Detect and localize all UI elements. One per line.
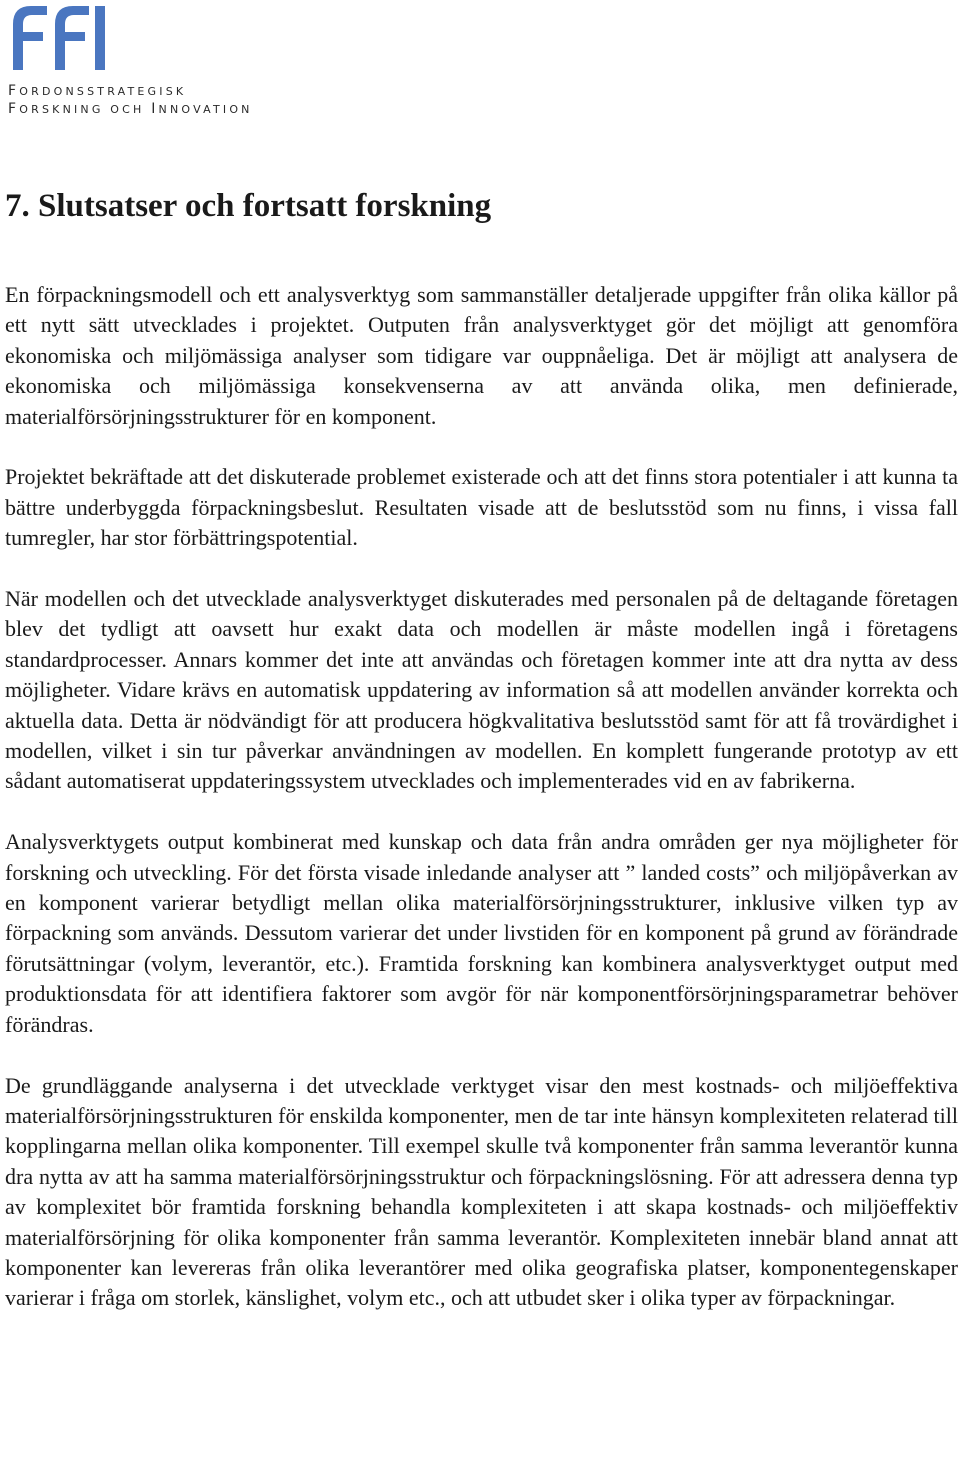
ffi-logo-mark	[7, 4, 107, 70]
paragraph: Projektet bekräftade att det diskuterade problemet existerade och att det finns stora potentialer i att kunna ta bättre underbyggda förpackningsbeslut. Resultaten visade att de beslutsstöd som nu finns, i vissa fall tumregler, har stor förbättringspotential.	[5, 464, 958, 551]
logo-tagline-line-1: FORDONSSTRATEGISK	[8, 83, 187, 99]
logo-tagline-line-2: FORSKNING OCH INNOVATION	[8, 101, 253, 117]
paragraph: De grundläggande analyserna i det utvecklade verktyget visar den mest kostnads- och miljöeffektiva materialförsörjningsstrukturen för enskilda komponenter, men de tar inte hänsyn komplexiteten relaterad till kopplingarna mellan olika komponenter. Till exempel skulle två komponenter från samma leverantör kunna dra nytta av att ha samma materialförsörjningsstruktur och förpackningslösning. För att adressera denna typ av komplexitet bör framtida forskning behandla komplexiteten i att skapa kostnads- och miljöeffektiv materialförsörjning för olika komponenter från samma leverantör. Komplexiteten innebär bland annat att komponenter kan levereras från olika leverantörer med olika geografiska platser, komponentegenskaper varierar i fråga om storlek, känslighet, volym etc., och att utbudet sker i olika typer av förpackningar.	[5, 1072, 958, 1311]
ffi-logo	[7, 4, 253, 124]
paragraph: En förpackningsmodell och ett analysverktyg som sammanställer detaljerade uppgifter från olika källor på ett nytt sätt utvecklades i projektet. Outputen från analysverktyget gör det möjligt att genomföra ekonomiska och miljömässiga analyser som tidigare var ouppnåeliga. Det är möjligt att analysera de ekonomiska och miljömässiga konsekvenserna av att använda olika, men definierade, materialförsörjningsstrukturer för en komponent.	[5, 282, 958, 429]
paragraph: När modellen och det utvecklade analysverktyget diskuterades med personalen på de deltagande företagen blev det tydligt att oavsett hur exakt data och modellen är måste modellen ingå i företagens standardprocesser. Annars kommer det inte att användas och företagen kommer inte att dra nytta av dess möjligheter. Vidare krävs en automatisk uppdatering av information så att modellen använder korrekta och aktuella data. Detta är nödvändigt för att producera högkvalitativa beslutsstöd samt för att få trovärdighet i modellen, vilket i sin tur påverkar användningen av modellen. En komplett fungerande prototyp av ett sådant automatiserat uppdateringssystem utvecklades och implementerades vid en av fabrikerna.	[5, 586, 958, 794]
section-body	[5, 280, 958, 1314]
paragraph: Analysverktygets output kombinerat med kunskap och data från andra områden ger nya möjligheter för forskning och utveckling. För det första visade inledande analyser att ” landed costs” och miljöpåverkan av en komponent varierar betydligt mellan olika materialförsörjningsstrukturer, inklusive vilken typ av förpackning som används. Dessutom varierar det under livstiden för en komponent på grund av förändrade förutsättningar (volym, leverantör, etc.). Framtida forskning kan kombinera analysverktyget output med produktionsdata för att identifiera faktorer som avgör för när komponentförsörjningsparametrar behöver förändras.	[5, 829, 958, 1037]
section-heading: 7. Slutsatser och fortsatt forskning	[5, 188, 492, 224]
